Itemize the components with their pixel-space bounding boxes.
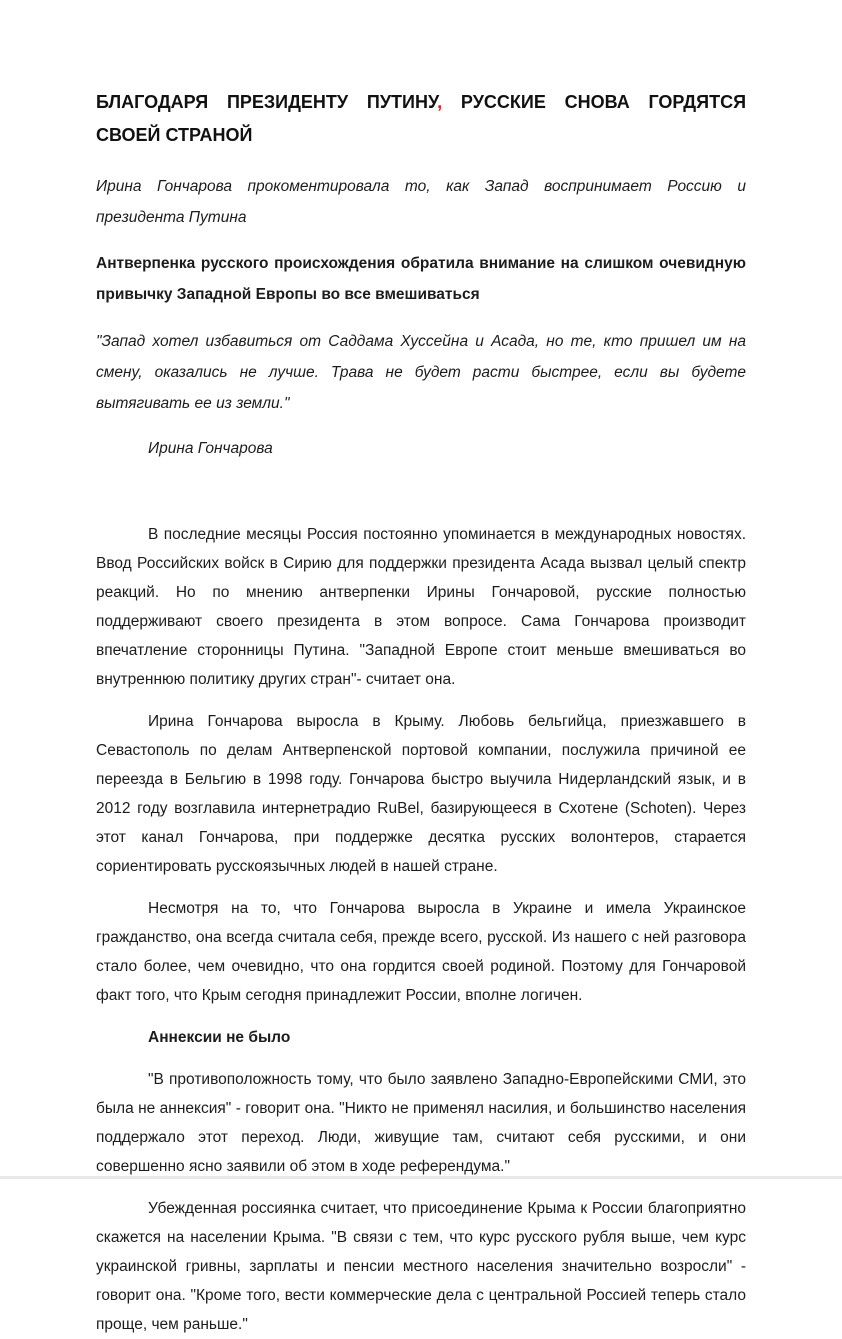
body-paragraph: "В противоположность тому, что было заявлено Западно-Европейскими СМИ, это была не аннексия" - говорит она. "Никто не применял насилия, и большинство населения поддержало этот переход. Люди, живущие там, считают себя русскими, и они совершенно ясно заявили об этом в ходе референдума." (96, 1071, 746, 1175)
article-title (96, 86, 746, 152)
title-text-part1: БЛАГОДАРЯ ПРЕЗИДЕНТУ ПУТИНУ (96, 92, 438, 112)
body-paragraph: Убежденная россиянка считает, что присоединение Крыма к России благоприятно скажется на населении Крыма. "В связи с тем, что курс русского рубля выше, чем курс украинской гривны, зарплаты и пенсии местного населения значительно возросли" - говорит она. "Кроме того, вести коммерческие дела с центральной Россией теперь стало проще, чем раньше." (96, 1200, 746, 1333)
body-paragraph: В последние месяцы Россия постоянно упоминается в международных новостях. Ввод Российских войск в Сирию для поддержки президента Асада вызвал целый спектр реакций. Но по мнению антверпенки Ирины Гончаровой, русские полностью поддерживают своего президента в этом вопросе. Сама Гончарова производит впечатление сторонницы Путина. "Западной Европе стоит меньше вмешиваться во внутреннюю политику других стран"- считает она. (96, 526, 746, 688)
article-subtitle: Ирина Гончарова прокоментировала то, как Запад воспринимает Россию и президента Путина (96, 178, 746, 226)
quote-attribution: Ирина Гончарова (148, 440, 273, 457)
article-lead: Антверпенка русского происхождения обратила внимание на слишком очевидную привычку Западной Европы во все вмешиваться (96, 255, 746, 303)
pull-quote: "Запад хотел избавиться от Саддама Хуссейна и Асада, но те, кто пришел им на смену, оказались не лучше. Трава не будет расти быстрее, если вы будете вытягивать ее из земли." (96, 333, 746, 412)
title-red-comma: , (437, 92, 443, 112)
title-text-part2: РУССКИЕ СНОВА ГОРДЯТСЯ СВОЕЙ СТРАНОЙ (96, 92, 747, 145)
body-paragraph: Несмотря на то, что Гончарова выросла в Украине и имела Украинское гражданство, она всегда считала себя, прежде всего, русской. Из нашего с ней разговора стало более, чем очевидно, что она гордится своей родиной. Поэтому для Гончаровой факт того, что Крым сегодня принадлежит России, вполне логичен. (96, 900, 746, 1004)
body-paragraph: Ирина Гончарова выросла в Крыму. Любовь бельгийца, приезжавшего в Севастополь по делам Антверпенской портовой компании, послужила причиной ее переезда в Бельгию в 1998 году. Гончарова быстро выучила Нидерландский язык, и в 2012 году возглавила интернетрадио RuBel, базирующееся в Схотене (Schoten). Через этот канал Гончарова, при поддержке десятка русских волонтеров, старается сориентировать русскоязычных людей в нашей стране. (96, 713, 746, 875)
section-subheading: Аннексии не было (148, 1029, 291, 1046)
